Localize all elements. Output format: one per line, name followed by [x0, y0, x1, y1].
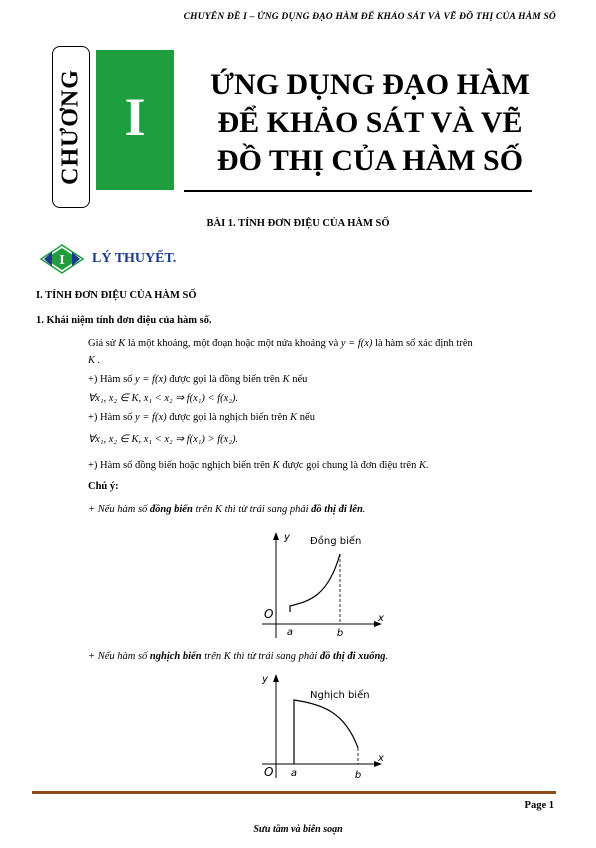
graph1-b-label: b: [336, 628, 344, 639]
decreasing-curve: [294, 700, 358, 764]
graph2-title: Nghịch biến: [310, 690, 370, 701]
section-title: LÝ THUYẾT.: [92, 251, 177, 266]
paragraph-definition-cont: K .: [88, 355, 101, 366]
lesson-title: BÀI 1. TÍNH ĐƠN ĐIỆU CỦA HÀM SỐ: [206, 218, 390, 229]
graph2-x-label: x: [378, 753, 384, 764]
chapter-title-line-1: ỨNG DỤNG ĐẠO HÀM: [210, 68, 530, 101]
chapter-label-box: [52, 46, 90, 208]
paragraph-definition: Giả sử K là một khoảng, một đoạn hoặc một nửa khoảng và y = f(x) là hàm số xác định trên: [88, 338, 473, 349]
graph1-y-label: y: [284, 532, 290, 543]
note-decreasing: + Nếu hàm số nghịch biến trên K thì từ trái sang phải đồ thị đi xuống.: [88, 651, 389, 662]
diamond-badge-icon: [40, 244, 84, 274]
footer-divider: [32, 791, 556, 794]
chapter-number-box: [96, 50, 174, 190]
decreasing-formula: ∀x₁, x₂ ∈ K, x₁ < x₂ ⇒ f(x₁) > f(x₂).: [88, 434, 239, 445]
graph1-origin-label: O: [264, 607, 274, 621]
increasing-graph: [250, 526, 390, 642]
decreasing-definition: +) Hàm số y = f(x) được gọi là nghịch biến trên K nếu: [88, 412, 315, 423]
increasing-definition: +) Hàm số y = f(x) được gọi là đồng biến trên K nếu: [88, 374, 308, 385]
note-increasing: + Nếu hàm số đồng biến trên K thì từ trái sang phải đồ thị đi lên.: [88, 504, 366, 515]
chapter-title-line-3: ĐỒ THỊ CỦA HÀM SỐ: [216, 144, 524, 177]
heading-2: 1. Khái niệm tính đơn điệu của hàm số.: [36, 315, 212, 326]
y-axis-arrow-icon: [273, 532, 279, 540]
heading-1: I. TÍNH ĐƠN ĐIỆU CỦA HÀM SỐ: [36, 290, 197, 301]
note-title: Chú ý:: [88, 481, 119, 492]
chapter-label: CHƯƠNG: [57, 69, 84, 185]
graph2-a-label: a: [290, 768, 298, 779]
increasing-formula: ∀x₁, x₂ ∈ K, x₁ < x₂ ⇒ f(x₁) < f(x₂).: [88, 393, 239, 404]
decreasing-graph: [250, 668, 390, 784]
section-badge: [40, 244, 84, 274]
graph1-a-label: a: [286, 627, 294, 638]
graph2-origin-label: O: [264, 765, 274, 779]
monotonic-definition: +) Hàm số đồng biến hoặc nghịch biến trên K được gọi chung là đơn điệu trên K.: [88, 460, 429, 471]
y-axis-arrow-icon: [273, 674, 279, 682]
title-divider: [184, 190, 532, 192]
graph2-b-label: b: [354, 770, 362, 781]
running-header: CHUYÊN ĐỀ I – ỨNG DỤNG ĐẠO HÀM ĐỂ KHẢO SÁT VÀ VẼ ĐỒ THỊ CỦA HÀM SỐ: [183, 12, 556, 22]
page-number: Page 1: [524, 800, 554, 811]
graph1-x-label: x: [378, 613, 384, 624]
graph1-title: Đồng biến: [310, 536, 362, 547]
footer-note: Sưu tầm và biên soạn: [253, 824, 343, 835]
chapter-title: [184, 66, 556, 180]
chapter-title-line-2: ĐỂ KHẢO SÁT VÀ VẼ: [217, 106, 523, 139]
chapter-number: I: [124, 87, 146, 147]
graph2-y-label: y: [262, 674, 268, 685]
increasing-curve: [290, 554, 340, 612]
section-badge-number: I: [59, 253, 65, 268]
